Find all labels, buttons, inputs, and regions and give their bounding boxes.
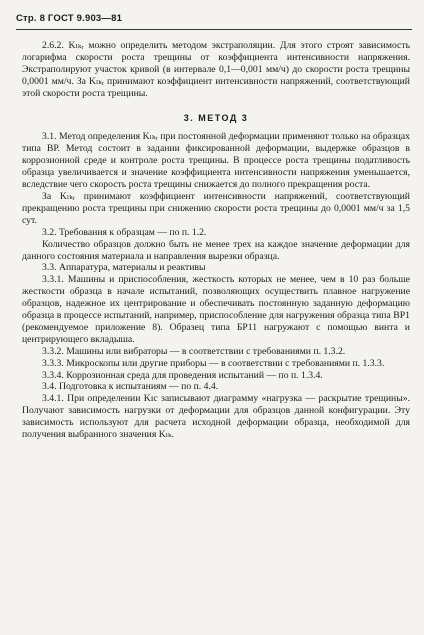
document-body <box>22 40 410 441</box>
paragraph-kiscc-definition: За Kₗₖᵣ принимают коэффициент интенсивности напряжений, соответствующий прекращению роста трещины при снижению скорости роста трещины до 0,0001 мм/ч за 1,5 сут. <box>22 190 410 226</box>
header-rule <box>16 29 412 30</box>
paragraph-3-3: 3.3. Аппаратура, материалы и реактивы <box>42 262 206 274</box>
paragraph-3-2: 3.2. Требования к образцам — по п. 1.2. <box>42 226 207 238</box>
paragraph-2-6-2: 2.6.2. Kₗₖᵣ можно определить методом экстраполяции. Для этого строят зависимость логарифма скорости роста трещины от коэффициента интенсивности напряжения. Экстраполируют участок кривой (в интервале 0,1—0,001 мм/ч) до скорости роста трещины 0,0001 мм/ч. За Kₗₖᵣ принимают коэффициент интенсивности напряжений, соответствующий этой скорости роста трещины. <box>22 40 410 99</box>
paragraph-3-1: 3.1. Метод определения Kₗₖᵣ при постоянной деформации применяют только на образцах типа ВР. Метод состоит в задании фиксированной деформации, выдержке образцов в коррозионной среде и контроле роста трещины. В процессе роста трещины податливость образца увеличивается и значение коэффициента интенсивности напряжения уменьшается, вследствие чего скорость роста трещины снижается до полного прекращения роста. <box>22 131 410 191</box>
page-header: Стр. 8 ГОСТ 9.903—81 <box>16 13 123 24</box>
paragraph-specimen-count: Количество образцов должно быть не менее трех на каждое значение деформации для данного состояния материала и направления вырезки образца. <box>22 238 410 262</box>
paragraph-3-4: 3.4. Подготовка к испытаниям — по п. 4.4. <box>42 381 219 393</box>
paragraph-3-4-1: 3.4.1. При определении Kɪc записывают диаграмму «нагрузка — раскрытие трещины». Получают зависимость нагрузки от деформации для образцов данной конфигурации. Эту зависимость используют для расчета исходной деформации образца, необходимой для получения выбранного значения Kₗₖ. <box>22 393 410 441</box>
section-title: 3. МЕТОД 3 <box>183 112 249 123</box>
paragraph-3-3-3: 3.3.3. Микроскопы или другие приборы — в соответствии с требованиями п. 1.3.3. <box>42 357 385 369</box>
paragraph-3-3-4: 3.3.4. Коррозионная среда для проведения испытаний — по п. 1.3.4. <box>42 369 323 381</box>
paragraph-3-3-1: 3.3.1. Машины и приспособления, жесткость которых не менее, чем в 10 раз больше жесткости образца в начале испытаний, позволяющих осуществить плавное нагружение образцов, надежное их центрирование и обеспечивать постоянную заданную деформацию образца в процессе испытаний, например, приспособление для нагружения образца типа ВР1 (рекомендуемое приложение 8). Образец типа БР11 нагружают с помощью винта и центрирующего вкладыша. <box>22 274 410 345</box>
paragraph-3-3-2: 3.3.2. Машины или вибраторы — в соответствии с требованиями п. 1.3.2. <box>42 345 346 357</box>
